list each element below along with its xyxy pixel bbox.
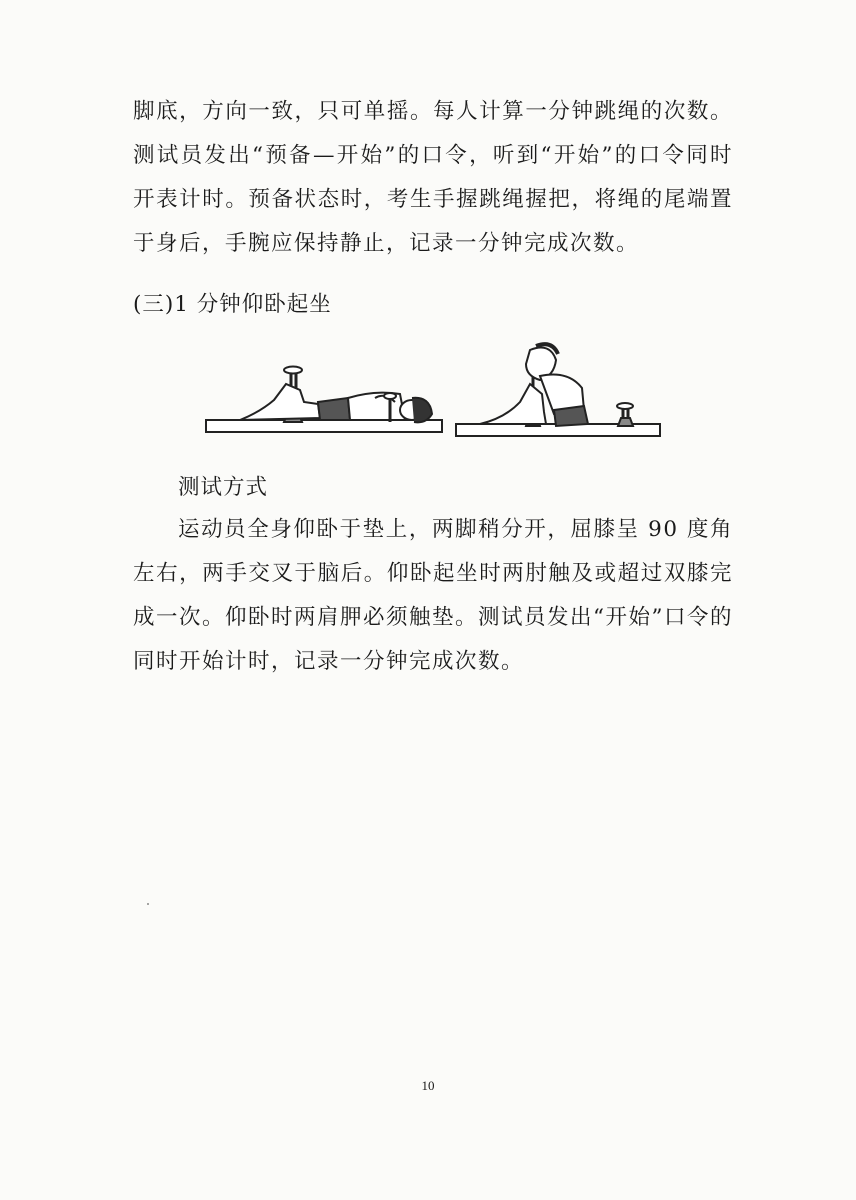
test-method-subheading: 测试方式 <box>178 475 269 500</box>
paragraph-rope-skipping: 脚底，方向一致，只可单摇。每人计算一分钟跳绳的次数。测试员发出“预备—开始”的口令，听到“开始”的口令同时开表计时。预备状态时，考生手握跳绳握把，将绳的尾端置于身后，手腕应保持静止，记录一分钟完成次数。 <box>133 99 733 256</box>
situp-illustration <box>200 340 670 445</box>
lying-position-figure <box>206 367 442 433</box>
page-number: 10 <box>421 1078 435 1093</box>
situp-position-figure <box>456 344 660 436</box>
section-heading-situps: (三)1 分钟仰卧起坐 <box>133 292 332 317</box>
scan-speck <box>147 903 149 905</box>
paragraph-situp-method: 运动员全身仰卧于垫上，两脚稍分开，屈膝呈 90 度角左右，两手交叉于脑后。仰卧起坐时两肘触及或超过双膝完成一次。仰卧时两肩胛必须触垫。测试员发出“开始”口令的同时开始计时，记录一分钟完成次数。 <box>133 517 733 674</box>
